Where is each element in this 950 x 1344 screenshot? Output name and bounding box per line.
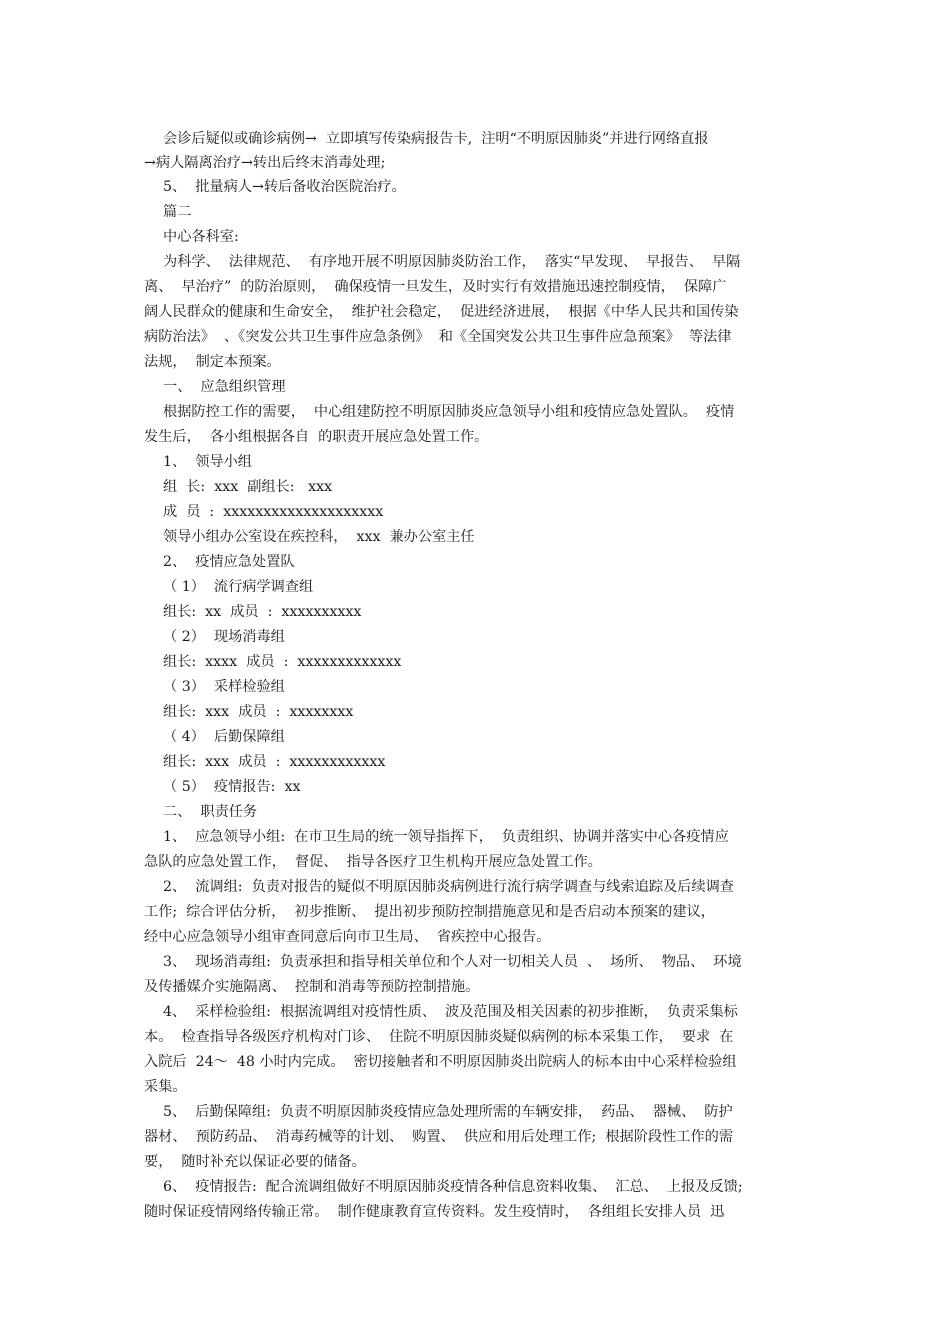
text-line: 成 员 : xxxxxxxxxxxxxxxxxxxx: [163, 504, 384, 520]
text-line: 5、 后勤保障组: 负责不明原因肺炎疫情应急处理所需的车辆安排， 药品、 器械、 防护: [163, 1104, 733, 1120]
text-line: （ 1） 流行病学调查组: [163, 579, 314, 595]
text-line: 急队的应急处置工作， 督促、 指导各医疗卫生机构开展应急处置工作。: [144, 854, 602, 870]
text-line: 工作; 综合评估分析， 初步推断、 提出初步预防控制措施意见和是否启动本预案的建议，: [144, 904, 715, 920]
text-line: 离、 早治疗” 的防治原则， 确保疫情一旦发生，及时实行有效措施迅速控制疫情， 保障广: [144, 279, 727, 295]
text-line: 组长: xxx 成员 : xxxxxxxxxxxx: [163, 754, 386, 770]
text-line: 2、 流调组: 负责对报告的疑似不明原因肺炎病例进行流行病学调查与线索追踪及后续调查: [163, 879, 734, 895]
text-line: 根据防控工作的需要， 中心组建防控不明原因肺炎应急领导小组和疫情应急处置队。 疫情: [163, 404, 735, 420]
text-line: 组长: xxx 成员 : xxxxxxxx: [163, 704, 354, 720]
text-line: 及传播媒介实施隔离、 控制和消毒等预防控制措施。: [144, 979, 480, 995]
text-line: 阔人民群众的健康和生命安全， 维护社会稳定， 促进经济进展， 根据《中华人民共和国传染: [144, 304, 739, 320]
text-line: 1、 领导小组: [163, 454, 252, 470]
text-line: （ 5） 疫情报告: xx: [163, 779, 301, 795]
text-line: 随时保证疫情网络传输正常。 制作健康教育宣传资料。发生疫情时， 各组组长安排人员 迅: [144, 1204, 725, 1220]
text-line: 法规， 制定本预案。: [144, 354, 281, 370]
text-line: 组长: xxxx 成员 : xxxxxxxxxxxxx: [163, 654, 402, 670]
text-line: 中心各科室:: [163, 229, 239, 245]
text-line: 经中心应急领导小组审查同意后向市卫生局、 省疾控中心报告。: [144, 929, 551, 945]
text-line: 4、 采样检验组: 根据流调组对疫情性质、 波及范围及相关因素的初步推断， 负责采集标: [163, 1004, 738, 1020]
text-line: 1、 应急领导小组: 在市卫生局的统一领导指挥下， 负责组织、协调并落实中心各疫情应: [163, 829, 729, 845]
text-line: 领导小组办公室设在疾控科， xxx 兼办公室主任: [163, 529, 475, 545]
text-line: 二、 职责任务: [163, 804, 258, 820]
text-line: 3、 现场消毒组: 负责承担和指导相关单位和个人对一切相关人员 、 场所、 物品、 环境: [163, 954, 742, 970]
text-line: 组长: xx 成员 : xxxxxxxxxx: [163, 604, 362, 620]
text-line: 为科学、 法律规范、 有序地开展不明原因肺炎防治工作， 落实“早发现、 早报告、 早隔: [163, 254, 741, 270]
text-line: 入院后 24～ 48 小时内完成。 密切接触者和不明原因肺炎出院病人的标本由中心采样检验组: [144, 1054, 737, 1070]
text-line: 5、 批量病人→转后备收治医院治疗。: [163, 179, 406, 195]
text-line: （ 2） 现场消毒组: [163, 629, 285, 645]
text-line: →病人隔离治疗→转出后终末消毒处理;: [144, 155, 386, 171]
text-line: 会诊后疑似或确诊病例→ 立即填写传染病报告卡, 注明“不明原因肺炎”并进行网络直报: [163, 131, 709, 147]
text-line: 发生后， 各小组根据各自 的职责开展应急处置工作。: [144, 429, 489, 445]
text-line: 病防治法》 、《突发公共卫生事件应急条例》 和《全国突发公共卫生事件应急预案》 等法律: [144, 329, 732, 345]
text-line: 采集。: [144, 1079, 187, 1095]
text-line: 器材、 预防药品、 消毒药械等的计划、 购置、 供应和用后处理工作; 根据阶段性工作的需: [144, 1129, 734, 1145]
text-line: 一、 应急组织管理: [163, 379, 286, 395]
text-line: 组 长: xxx 副组长: xxx: [163, 479, 333, 495]
text-line: （ 4） 后勤保障组: [163, 729, 285, 745]
text-line: 要， 随时补充以保证必要的储备。: [144, 1154, 366, 1170]
text-line: （ 3） 采样检验组: [163, 679, 285, 695]
text-line: 本。 检查指导各级医疗机构对门诊、 住院不明原因肺炎疑似病例的标本采集工作， 要求 在: [144, 1029, 734, 1045]
text-line: 2、 疫情应急处置队: [163, 554, 295, 570]
text-line: 6、 疫情报告: 配合流调组做好不明原因肺炎疫情各种信息资料收集、 汇总、 上报及反馈;: [163, 1179, 743, 1195]
text-line: 篇二: [163, 204, 192, 220]
